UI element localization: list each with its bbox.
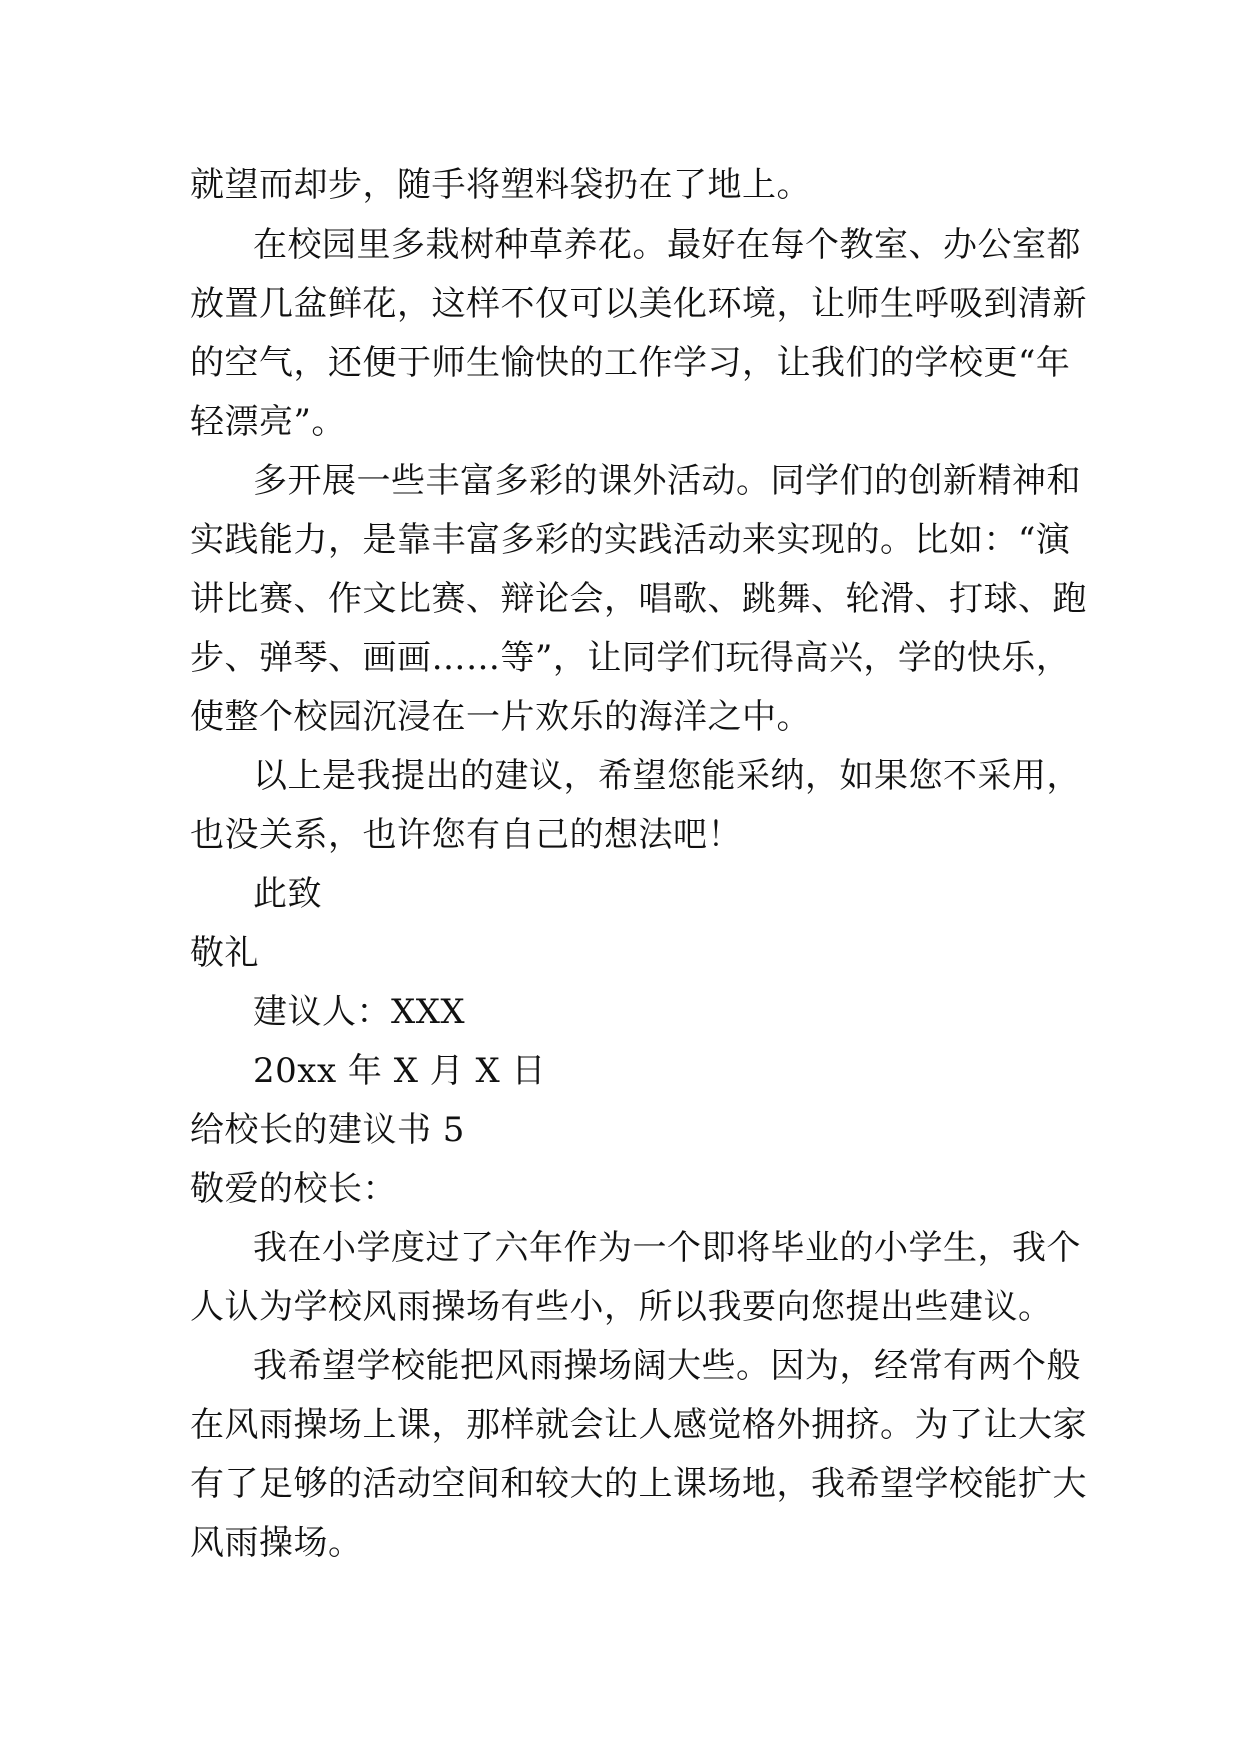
text-line: 放置几盆鲜花，这样不仅可以美化环境，让师生呼吸到清新 [190,284,1087,324]
text-line: 实践能力，是靠丰富多彩的实践活动来实现的。比如：“演 [190,520,1071,560]
text-line: 风雨操场。 [190,1523,363,1563]
text-line: 也没关系，也许您有自己的想法吧！ [190,815,742,855]
closing-salutation: 此致 [253,874,322,914]
section-title: 给校长的建议书 5 [190,1110,465,1150]
text-line: 步、弹琴、画画……等”，让同学们玩得高兴，学的快乐， [190,638,1071,678]
text-line: 在风雨操场上课，那样就会让人感觉格外拥挤。为了让大家 [190,1405,1087,1445]
signer-line: 建议人：XXX [253,992,466,1032]
text-line: 就望而却步，随手将塑料袋扔在了地上。 [190,165,811,205]
text-line: 有了足够的活动空间和较大的上课场地，我希望学校能扩大 [190,1464,1087,1504]
text-line: 使整个校园沉浸在一片欢乐的海洋之中。 [190,697,811,737]
paragraph-start-line: 在校园里多栽树种草养花。最好在每个教室、办公室都 [253,225,1081,265]
text-line: 人认为学校风雨操场有些小，所以我要向您提出些建议。 [190,1287,1053,1327]
text-line: 讲比赛、作文比赛、辩论会，唱歌、跳舞、轮滑、打球、跑 [190,579,1087,619]
paragraph-start-line: 多开展一些丰富多彩的课外活动。同学们的创新精神和 [253,461,1081,501]
text-line: 轻漂亮”。 [190,402,346,442]
paragraph-start-line: 以上是我提出的建议，希望您能采纳，如果您不采用， [253,756,1081,796]
text-line: 的空气，还便于师生愉快的工作学习，让我们的学校更“年 [190,343,1071,383]
greeting-line: 敬爱的校长： [190,1169,397,1209]
date-line: 20xx 年 X 月 X 日 [253,1051,547,1091]
closing-regards: 敬礼 [190,933,259,973]
paragraph-start-line: 我在小学度过了六年作为一个即将毕业的小学生，我个 [253,1228,1081,1268]
paragraph-start-line: 我希望学校能把风雨操场阔大些。因为，经常有两个般 [253,1346,1081,1386]
